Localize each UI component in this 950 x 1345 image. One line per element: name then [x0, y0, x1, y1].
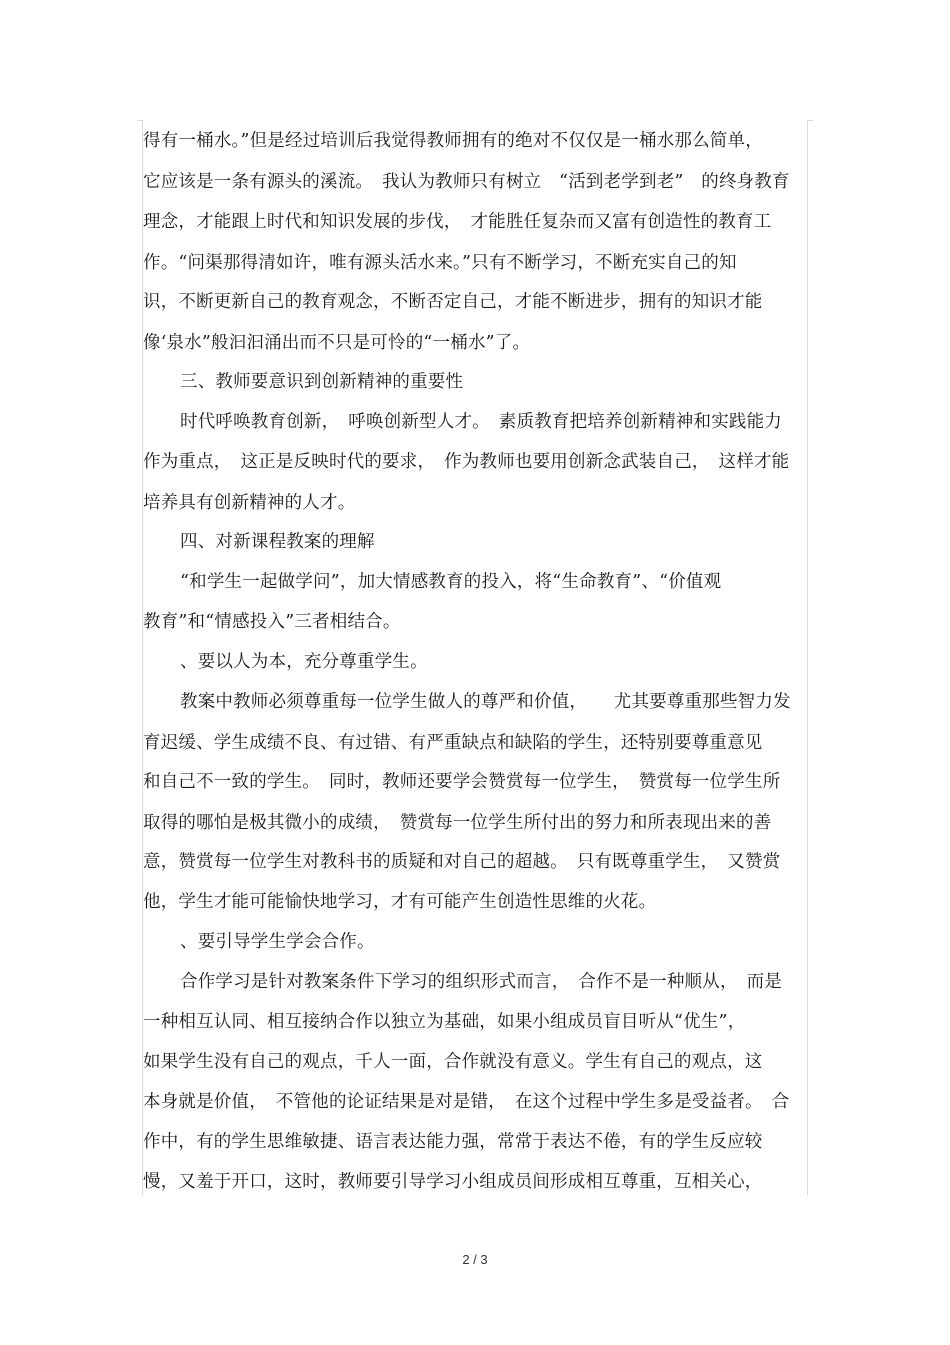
- section-heading: 四、对新课程教案的理解: [180, 532, 375, 552]
- text-line: 本身就是价值， 不管他的论证结果是对是错， 在这个过程中学生多是受益者。 合: [143, 1092, 790, 1112]
- text-line: 培养具有创新精神的人才。: [143, 493, 356, 513]
- text-line: 它应该是一条有源头的溪流。 我认为教师只有树立 “活到老学到老” 的终身教育: [143, 172, 790, 192]
- text-line: 作为重点， 这正是反映时代的要求， 作为教师也要用创新念武装自己， 这样才能: [143, 452, 790, 472]
- text-line: 意，赞赏每一位学生对教科书的质疑和对自己的超越。 只有既尊重学生， 又赞赏: [143, 852, 781, 872]
- text-line: 作。“问渠那得清如许，唯有源头活水来。”只有不断学习，不断充实自己的知: [143, 253, 737, 273]
- text-line: 育迟缓、学生成绩不良、有过错、有严重缺点和缺陷的学生，还特别要尊重意见: [143, 733, 763, 753]
- text-line: 如果学生没有自己的观点，千人一面，合作就没有意义。学生有自己的观点，这: [143, 1052, 763, 1072]
- page-number: 2 / 3: [462, 1252, 488, 1267]
- text-line: 时代呼唤教育创新， 呼唤创新型人才。 素质教育把培养创新精神和实践能力: [180, 412, 782, 432]
- text-line: 一种相互认同、相互接纳合作以独立为基础，如果小组成员盲目听从“优生”，: [143, 1012, 746, 1032]
- subheading: 、要以人为本，充分尊重学生。: [180, 652, 428, 672]
- text-line: 识，不断更新自己的教育观念，不断否定自己，才能不断进步，拥有的知识才能: [143, 292, 763, 312]
- text-line: “和学生一起做学问”，加大情感教育的投入，将“生命教育”、“价值观: [180, 572, 722, 592]
- text-line: 教育”和“情感投入”三者相结合。: [143, 612, 401, 632]
- text-line: 取得的哪怕是极其微小的成绩， 赞赏每一位学生所付出的努力和所表现出来的善: [143, 813, 772, 833]
- text-line: 作中，有的学生思维敏捷、语言表达能力强，常常于表达不倦，有的学生反应较: [143, 1132, 763, 1152]
- subheading: 、要引导学生学会合作。: [180, 932, 375, 952]
- text-line: 和自己不一致的学生。 同时，教师还要学会赞赏每一位学生， 赞赏每一位学生所: [143, 772, 781, 792]
- section-heading: 三、教师要意识到创新精神的重要性: [180, 372, 464, 392]
- text-line: 他，学生才能可能愉快地学习，才有可能产生创造性思维的火花。: [143, 892, 657, 912]
- text-line: 理念，才能跟上时代和知识发展的步伐， 才能胜任复杂而又富有创造性的教育工: [143, 212, 772, 232]
- text-line: 教案中教师必须尊重每一位学生做人的尊严和价值， 尤其要尊重那些智力发: [180, 692, 791, 712]
- text-line: 像‘泉水”般汩汩涌出而不只是可怜的“一桶水”了。: [143, 333, 531, 353]
- text-line: 合作学习是针对教案条件下学习的组织形式而言， 合作不是一种顺从， 而是: [180, 972, 782, 992]
- text-line: 慢，又羞于开口，这时，教师要引导学习小组成员间形成相互尊重，互相关心，: [143, 1172, 763, 1192]
- text-line: 得有一桶水。”但是经过培训后我觉得教师拥有的绝对不仅仅是一桶水那么简单，: [143, 131, 763, 151]
